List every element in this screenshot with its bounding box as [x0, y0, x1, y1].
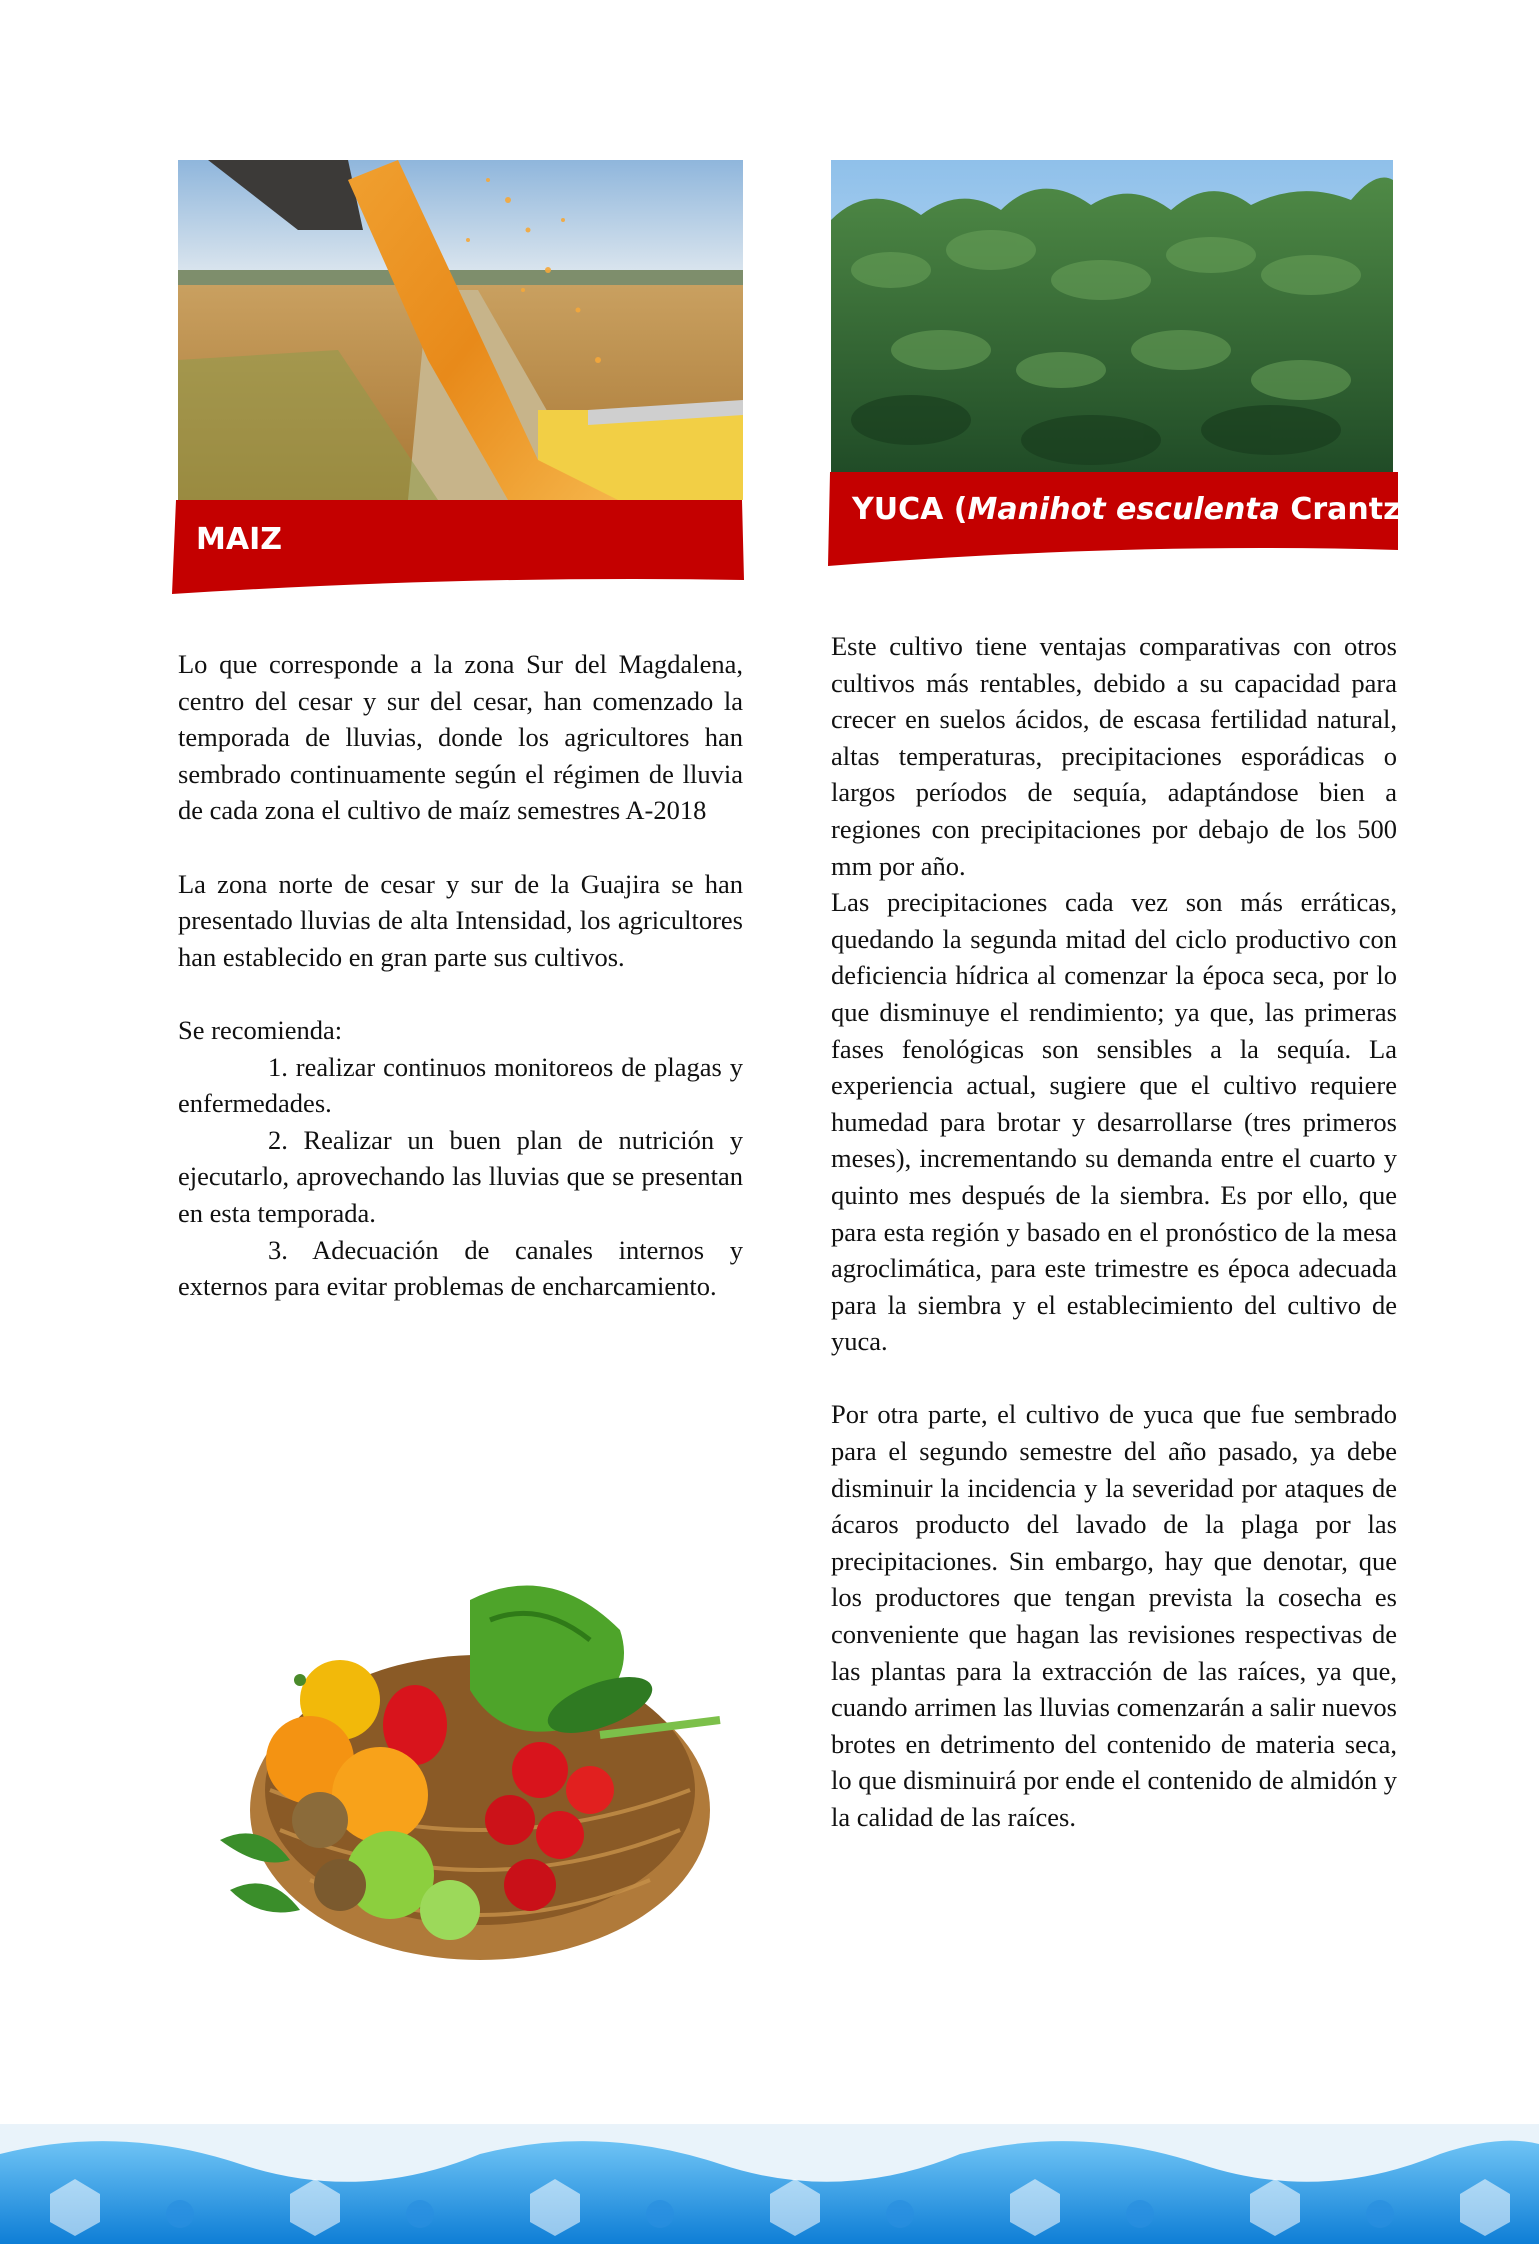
- maiz-banner: [172, 500, 746, 596]
- yuca-paragraph-3: Por otra parte, el cultivo de yuca que fue sembrado para el segundo semestre del año pasado, ya debe disminuir la incidencia y la severidad por ataques de ácaros producto del lavado de la plaga por las precipitaciones. Sin embargo, hay que denotar, que los productores que tengan prevista la cosecha es conveniente que hagan las revisiones respectivas de las plantas para la extracción de las raíces, ya que, cuando arrimen las lluvias comenzarán a salir nuevos brotes en detrimento del contenido de materia seca, lo que disminuirá por ende el contenido de almidón y la calidad de las raíces.: [831, 1399, 1397, 1832]
- maiz-recommend-intro: Se recomienda:: [178, 1014, 343, 1045]
- footer-decorative-band: [0, 2124, 1539, 2244]
- fruit-basket-image: [200, 1490, 760, 1990]
- yuca-title: YUCA (Manihot esculenta Crantz): [852, 492, 1415, 527]
- maiz-recommendation-2: 2. Realizar un buen plan de nutrición y ejecutarlo, aprovechando las lluvias que se presentan en esta temporada.: [178, 1124, 743, 1228]
- yuca-photo: [831, 160, 1393, 480]
- maiz-paragraph-2: La zona norte de cesar y sur de la Guajira se han presentado lluvias de alta Intensidad, los agricultores han establecido en gran parte sus cultivos.: [178, 868, 743, 972]
- maiz-text-column: [178, 646, 743, 1305]
- maiz-recommendation-1: 1. realizar continuos monitoreos de plagas y enfermedades.: [178, 1051, 743, 1119]
- yuca-paragraph-2: Las precipitaciones cada vez son más erráticas, quedando la segunda mitad del ciclo productivo con deficiencia hídrica al comenzar la época seca, por lo que disminuye el rendimiento; ya que, las primeras fases fenológicas son sensibles a la sequía. La experiencia actual, sugiere que el cultivo requiere humedad para brotar y desarrollarse (tres primeros meses), incrementando su demanda entre el cuarto y quinto mes después de la siembra. Es por ello, que para esta región y basado en el pronóstico de la mesa agroclimática, para este trimestre es época adecuada para la siembra y el establecimiento del cultivo de yuca.: [831, 887, 1397, 1357]
- yuca-banner: [828, 472, 1415, 568]
- maiz-paragraph-1: Lo que corresponde a la zona Sur del Magdalena, centro del cesar y sur del cesar, han comenzado la temporada de lluvias, donde los agricultores han sembrado continuamente según el régimen de lluvia de cada zona el cultivo de maíz semestres A-2018: [178, 649, 743, 826]
- maiz-recommendation-3: 3. Adecuación de canales internos y externos para evitar problemas de encharcamiento.: [178, 1234, 743, 1302]
- maiz-title: MAIZ: [196, 522, 282, 557]
- yuca-text-column: [831, 628, 1397, 1836]
- maiz-photo: [178, 160, 743, 500]
- yuca-paragraph-1: Este cultivo tiene ventajas comparativas con otros cultivos más rentables, debido a su capacidad para crecer en suelos ácidos, de escasa fertilidad natural, altas temperaturas, precipitaciones esporádicas o largos períodos de sequía, adaptándose bien a regiones con precipitaciones por debajo de los 500 mm por año.: [831, 631, 1397, 881]
